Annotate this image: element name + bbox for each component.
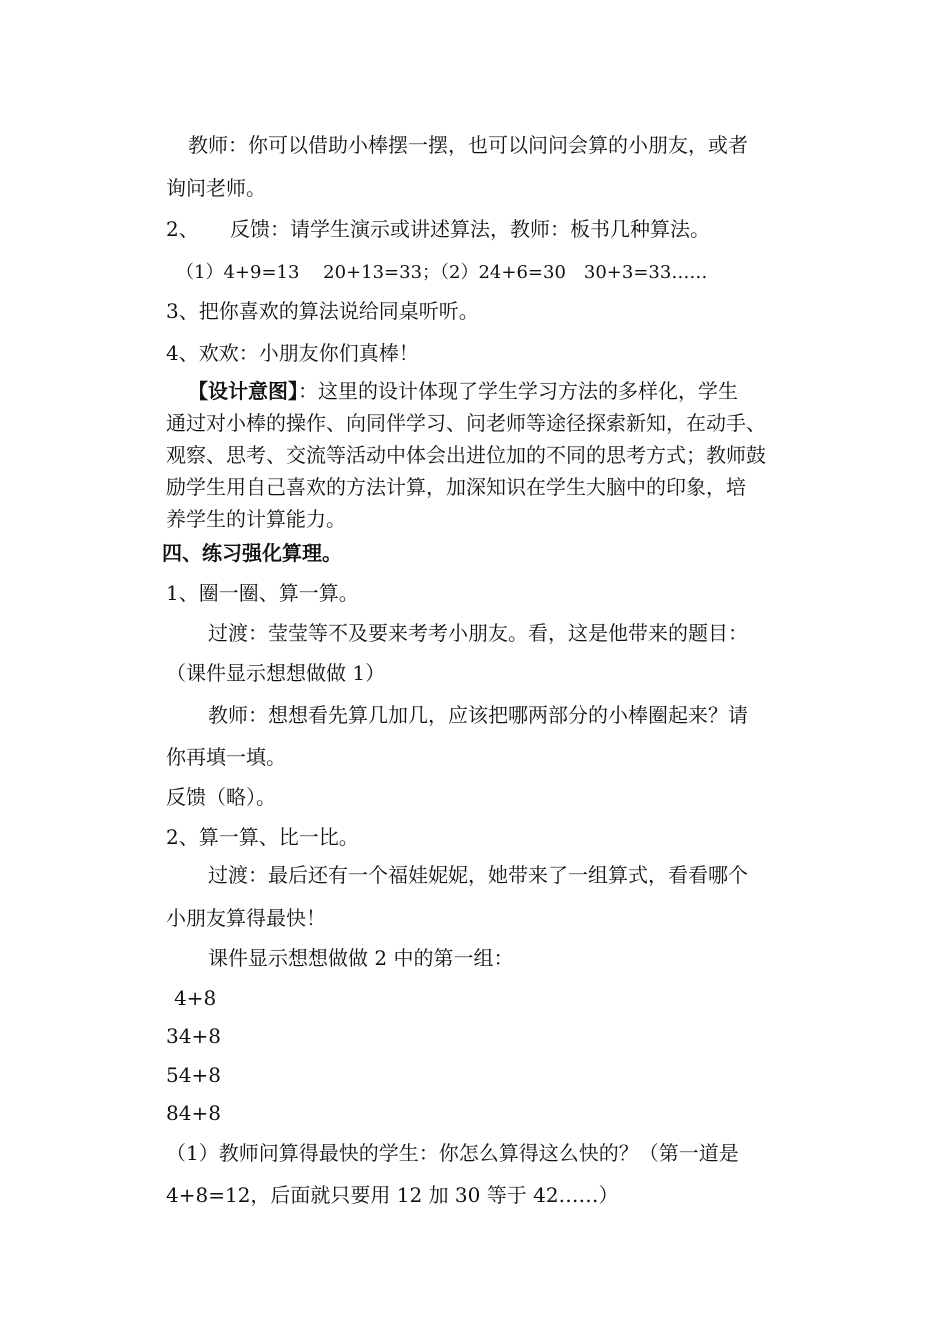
section-heading: 四、练习强化算理。: [162, 541, 342, 565]
paragraph-line: 课件显示想想做做 2 中的第一组：: [208, 946, 514, 970]
paragraph-line: 反馈：请学生演示或讲述算法，教师：板书几种算法。: [230, 217, 710, 241]
paragraph-line: 通过对小棒的操作、向同伴学习、问老师等途径探索新知，在动手、: [166, 411, 766, 435]
paragraph-line: 你再填一填。: [166, 745, 286, 769]
paragraph-line: 询问老师。: [166, 176, 266, 200]
paragraph-line: 教师：你可以借助小棒摆一摆，也可以问问会算的小朋友，或者: [188, 133, 748, 157]
paragraph-line: 观察、思考、交流等活动中体会出进位加的不同的思考方式；教师鼓: [166, 443, 766, 467]
paragraph-line: 3、把你喜欢的算法说给同桌听听。: [166, 299, 479, 323]
paragraph-line: 1、圈一圈、算一算。: [166, 581, 359, 605]
paragraph-line: （1）教师问算得最快的学生：你怎么算得这么快的？（第一道是: [166, 1141, 739, 1165]
paragraph-line: （课件显示想想做做 1）: [166, 661, 386, 685]
paragraph-line: 2、算一算、比一比。: [166, 825, 359, 849]
equation-line: 54+8: [166, 1063, 221, 1087]
formula-line: （1）4+9=13 20+13=33；（2）24+6=30 30+3=33……: [176, 262, 708, 283]
paragraph-line: 养学生的计算能力。: [166, 507, 346, 531]
equation-line: 4+8: [174, 986, 217, 1010]
paragraph-line: 过渡：莹莹等不及要来考考小朋友。看，这是他带来的题目：: [208, 621, 748, 645]
paragraph-line: 小朋友算得最快！: [166, 906, 326, 930]
paragraph-line: 过渡：最后还有一个福娃妮妮，她带来了一组算式，看看哪个: [208, 863, 748, 887]
paragraph-line: 4+8=12，后面就只要用 12 加 30 等于 42……）: [166, 1183, 619, 1207]
equation-line: 34+8: [166, 1024, 221, 1048]
design-intent-label: 【设计意图】: [188, 379, 298, 403]
paragraph-text: ：这里的设计体现了学生学习方法的多样化，学生: [298, 379, 738, 403]
paragraph-line: 教师：想想看先算几加几，应该把哪两部分的小棒圈起来？请: [208, 703, 748, 727]
design-intent-line: [188, 378, 738, 404]
equation-line: 84+8: [166, 1101, 221, 1125]
paragraph-line: 4、欢欢：小朋友你们真棒！: [166, 341, 419, 365]
list-number: 2、: [166, 217, 199, 241]
paragraph-line: 励学生用自己喜欢的方法计算，加深知识在学生大脑中的印象，培: [166, 475, 746, 499]
paragraph-line: 反馈（略）。: [166, 785, 276, 809]
